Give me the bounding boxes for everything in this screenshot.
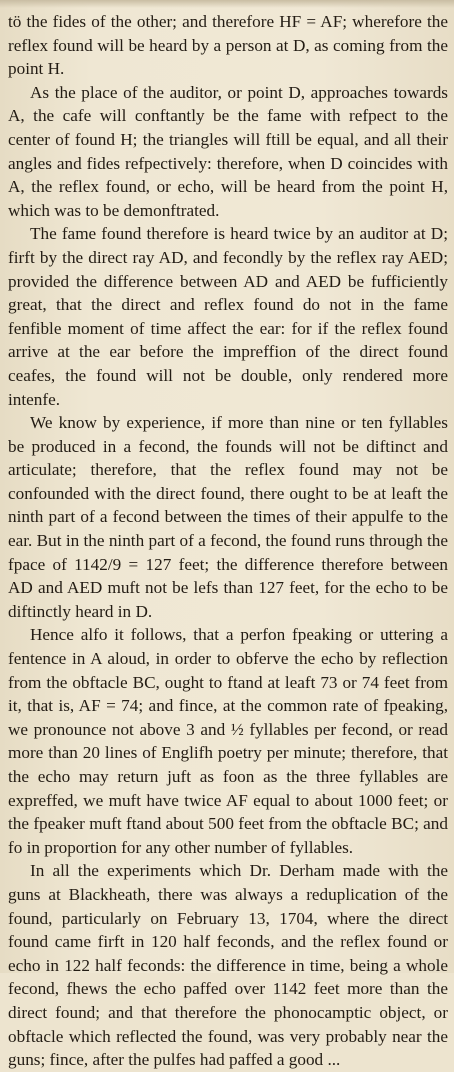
- paragraph-2: As the place of the auditor, or point D, approaches towards A, the cafe will conftantly be the fame with refpect to the center of found H; the triangles will ftill be equal, and all their angles and fides refpectively: therefore, when D coincides with A, the reflex found, or echo, will be heard from the point H, which was to be demonftrated.: [8, 82, 448, 220]
- page-top-edge: [0, 0, 454, 8]
- paragraph-6: In all the experiments which Dr. Derham made with the guns at Blackheath, there was always a reduplication of the found, particularly on February 13, 1704, where the direct found came firft in 120 half feconds, and the reflex found or echo in 122 half feconds: the difference in time, being a whole fecond, fhews the echo paffed over 1142 feet more than the direct found; and that therefore the phonocamptic object, or obftacle which reflected the found, was very probably near the guns; fince, after the pulfes had paffed a good ...: [8, 861, 448, 1070]
- paragraph-4: We know by experience, if more than nine or ten fyllables be produced in a fecond, the founds will not be diftinct and articulate; therefore, that the reflex found may not be confounded with the direct found, there ought to be at leaft the ninth part of a fecond between the times of their appulfe to the ear. But in the ninth part of a fecond, the found runs through the fpace of 1142/9 = 127 feet; the difference therefore between AD and AED muft not be lefs than 127 feet, for the echo to be diftinctly heard in D.: [8, 413, 448, 621]
- paragraph-3: The fame found therefore is heard twice by an auditor at D; firft by the direct ray AD, and fecondly by the reflex ray AED; provided the difference between AD and AED be fufficiently great, that the direct and reflex found do not in the fame fenfible moment of time affect the ear: for if the reflex found arrive at the ear before the impreffion of the direct found ceafes, the found will not be double, only rendered more intenfe.: [8, 224, 448, 409]
- body-text: [8, 10, 448, 1072]
- paragraph-1: tö the fides of the other; and therefore HF = AF; wherefore the reflex found will be heard by a person at D, as coming from the point H.: [8, 12, 448, 79]
- paragraph-5: Hence alfo it follows, that a perfon fpeaking or uttering a fentence in A aloud, in order to obferve the echo by reflection from the obftacle BC, ought to ftand at leaft 73 or 74 feet from it, that is, AF = 74; and fince, at the common rate of fpeaking, we pronounce not above 3 and ½ fyllables per fecond, or read more than 20 lines of Englifh poetry per minute; therefore, that the echo may return juft as foon as the three fyllables are expreffed, we muft have twice AF equal to about 1000 feet; or the fpeaker muft ftand about 500 feet from the obftacle BC; and fo in proportion for any other number of fyllables.: [8, 625, 448, 857]
